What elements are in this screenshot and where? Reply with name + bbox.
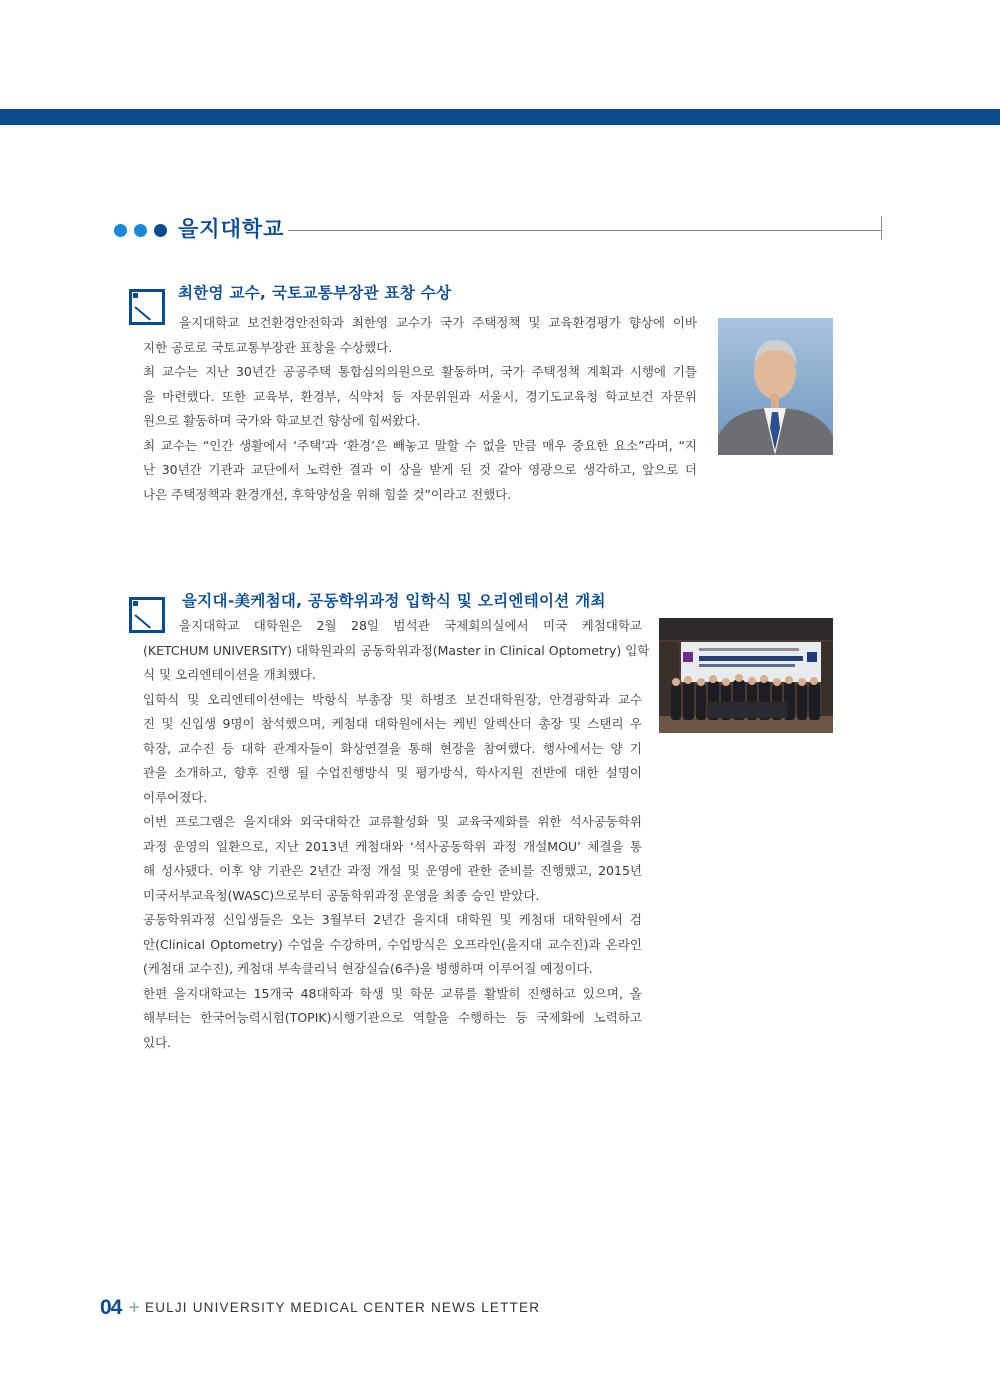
body-line: 과정 운영의 일환으로, 지난 2013년 케첨대와 ‘석사공동학위 과정 개설MOU’ 체결을 통 (143, 838, 642, 854)
newsletter-name: EULJI UNIVERSITY MEDICAL CENTER NEWS LETTER (145, 1300, 541, 1315)
body-line: 관을 소개하고, 향후 진행 될 수업진행방식 및 평가방식, 학사지원 전반에 대한 설명이 (143, 765, 642, 780)
section-header (114, 212, 884, 248)
body-line: 학장, 교수진 등 대학 관계자들이 화상연결을 통해 현장을 참여했다. 행사에서는 양 기 (143, 740, 642, 756)
article1-body (143, 311, 697, 507)
section-divider-end (881, 216, 882, 240)
section-title: 을지대학교 (178, 217, 285, 241)
article2-body (143, 614, 650, 1055)
body-line: 을지대학교 대학원은 2월 28일 범석관 국제회의실에서 미국 케첨대학교 (179, 618, 642, 633)
body-line: 미국서부교육청(WASC)으로부터 공동학위과정 운영을 최종 승인 받았다. (143, 887, 540, 903)
body-line: 최 교수는 “인간 생활에서 ‘주택’과 ‘환경’은 빼놓고 말할 수 없을 만큼 매우 중요한 요소”라며, “지 (143, 437, 697, 453)
body-line: 을 마련했다. 또한 교육부, 환경부, 식약처 등 자문위원과 서울시, 경기도교육청 학교보건 자문위 (143, 388, 697, 404)
article1-title: 최한영 교수, 국토교통부장관 표창 수상 (178, 284, 452, 302)
section-dot-icon (154, 224, 167, 237)
body-line: 해부터는 한국어능력시험(TOPIK)시행기관으로 역할을 수행하는 등 국제화에 노력하고 (143, 1010, 642, 1025)
body-line: (케첨대 교수진), 케첨대 부속클리닉 현장실습(6주)을 병행하며 이루어질 예정이다. (143, 961, 593, 976)
body-line: 최 교수는 지난 30년간 공공주택 통합심의의원으로 활동하며, 국가 주택정책 계획과 시행에 기틀 (143, 364, 697, 379)
body-line: 지한 공로로 국토교통부장관 표창을 수상했다. (143, 339, 393, 355)
body-line: 난 30년간 기관과 교단에서 노력한 결과 이 상을 받게 된 것 같아 영광으로 생각하고, 앞으로 더 (143, 462, 697, 477)
orientation-group-photo (659, 618, 833, 733)
footer-plus: + (128, 1298, 141, 1316)
section-dot-icon (114, 224, 127, 237)
body-line: 진 및 신입생 9명이 참석했으며, 케첨대 대학원에서는 케빈 알렉산더 총장 및 스탠리 우 (143, 716, 642, 731)
page-number: 04 (100, 1296, 122, 1319)
body-line: 식 및 오리엔테이션을 개최했다. (143, 667, 316, 682)
top-color-bar (0, 109, 1000, 125)
body-line: 을지대학교 보건환경안전학과 최한영 교수가 국가 주택정책 및 교육환경평가 향상에 이바 (179, 315, 697, 330)
body-line: 한편 을지대학교는 15개국 48대학과 학생 및 학문 교류를 활발히 진행하고 있으며, 올 (143, 985, 642, 1001)
body-line: (KETCHUM UNIVERSITY) 대학원과의 공동학위과정(Master in Clinical Optometry) 입학 (143, 642, 650, 658)
body-line: 있다. (143, 1034, 172, 1050)
body-line: 입학식 및 오리엔테이션에는 박항식 부총장 및 하병조 보건대학원장, 안경광학과 교수 (143, 691, 642, 707)
body-line: 나은 주택정책과 환경개선, 후학양성을 위해 힘쓸 것”이라고 전했다. (143, 486, 512, 502)
body-line: 원으로 활동하며 국가와 학교보건 향상에 힘써왔다. (143, 413, 421, 428)
professor-portrait (718, 318, 833, 455)
body-line: 이번 프로그램은 을지대와 외국대학간 교류활성화 및 교육국제화를 위한 석사공동학위 (143, 814, 642, 829)
body-line: 안(Clinical Optometry) 수업을 수강하며, 수업방식은 오프라인(을지대 교수진)과 온라인 (143, 936, 642, 952)
body-line: 공동학위과정 신입생들은 오는 3월부터 2년간 을지대 대학원 및 케첨대 대학원에서 검 (143, 912, 642, 927)
section-divider (288, 230, 882, 231)
article2-title: 을지대-美케첨대, 공동학위과정 입학식 및 오리엔테이션 개최 (182, 592, 606, 610)
body-line: 이루어졌다. (143, 789, 208, 805)
body-line: 해 성사됐다. 이후 양 기관은 2년간 과정 개설 및 운영에 관한 준비를 진행했고, 2015년 (143, 863, 642, 878)
section-dot-icon (134, 224, 147, 237)
